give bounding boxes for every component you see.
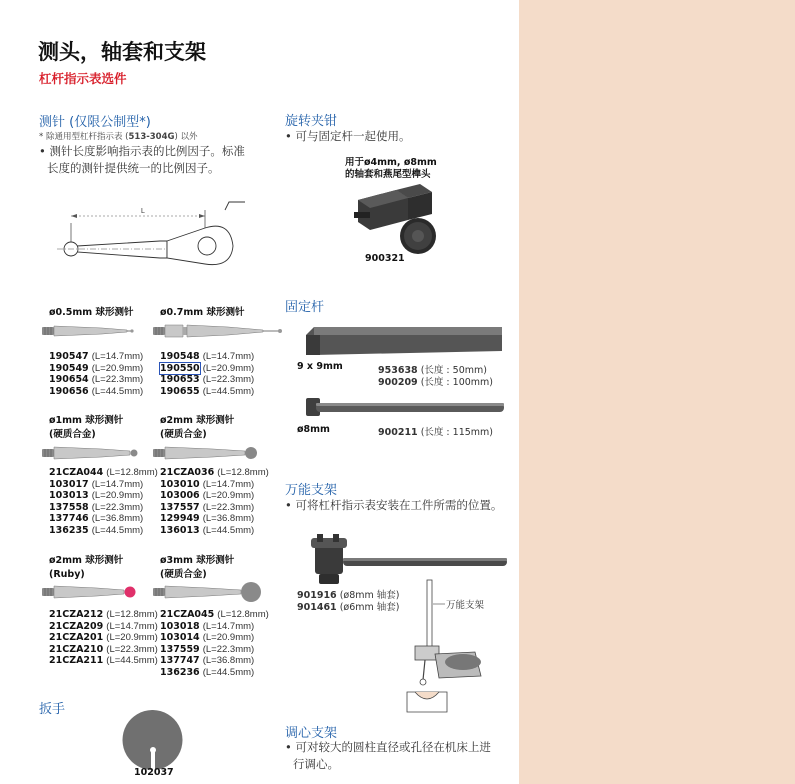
list-item: 137559 (L=22.3mm) [160, 643, 255, 655]
list-item: 190549 (L=20.9mm) [49, 362, 144, 374]
length-label: L [141, 208, 145, 215]
list-item: 103006 (L=20.9mm) [160, 490, 255, 501]
stylus-list [160, 467, 269, 536]
stylus-image-2mm-carbide [153, 444, 263, 462]
list-item: 21CZA210 (L=22.3mm) [49, 643, 158, 655]
swivel-clamp-bullet: • 可与固定杆一起使用。 [285, 129, 411, 143]
centering-holder-heading: 调心支架 [285, 726, 338, 741]
swivel-clamp-caption-line1: 用于ø4mm, ø8mm [345, 157, 437, 168]
styli-heading: 测针 (仅限公制型*) [39, 115, 151, 130]
stylus-group-heading: ø0.5mm 球形测针 [49, 307, 134, 318]
universal-holder-usage-diagram [405, 580, 505, 718]
fixed-rod-item-c: 900211 (长度 : 115mm) [378, 427, 493, 438]
list-item: 103017 (L=14.7mm) [49, 478, 144, 490]
universal-holder-heading: 万能支架 [285, 483, 338, 498]
list-item: 137558 (L=22.3mm) [49, 501, 144, 513]
universal-holder-image [311, 532, 511, 587]
stylus-group-material: (Ruby) [49, 569, 85, 580]
wrench-code: 102037 [134, 767, 174, 778]
stylus-image-3mm [153, 580, 265, 604]
swivel-clamp-caption-line2: 的轴套和燕尾型榫头 [345, 169, 431, 180]
stylus-group-material: (硬质合金) [160, 429, 207, 440]
stylus-group-heading: ø3mm 球形测针 [160, 555, 235, 566]
list-item: 21CZA036 (L=12.8mm) [160, 467, 269, 478]
page-subtitle: 杠杆指示表选件 [39, 71, 127, 86]
list-item: 21CZA045 (L=12.8mm) [160, 609, 269, 620]
stylus-group-heading: ø2mm 球形测针 [160, 415, 235, 426]
list-item: 21CZA212 (L=12.8mm) [49, 609, 158, 620]
list-item: 136236 (L=44.5mm) [160, 666, 255, 678]
list-item: 21CZA201 (L=20.9mm) [49, 632, 158, 643]
universal-holder-bullet: • 可将杠杆指示表安装在工件所需的位置。 [285, 498, 503, 512]
wrench-image [118, 708, 188, 770]
fixed-rod-heading: 固定杆 [285, 300, 325, 315]
stylus-list [49, 609, 158, 667]
highlighted-code: 190550 [160, 362, 200, 374]
universal-holder-item-1: 901916 (ø8mm 轴套) [297, 590, 400, 601]
stylus-list [49, 351, 143, 397]
universal-holder-callout: 万能支架 [446, 600, 485, 611]
stylus-image-1mm [42, 446, 142, 460]
list-item: 103014 (L=20.9mm) [160, 632, 255, 643]
swivel-clamp-image [352, 184, 447, 259]
list-item: 136235 (L=44.5mm) [49, 524, 144, 536]
fixed-rod-size-square: 9 x 9mm [297, 361, 343, 372]
list-item: 190547 (L=14.7mm) [49, 351, 144, 362]
centering-holder-bullet-line2: 行调心。 [293, 757, 339, 771]
universal-holder-item-2: 901461 (ø6mm 轴套) [297, 602, 400, 613]
list-item: 190550 (L=20.9mm) [160, 362, 255, 374]
stylus-group-material: (硬质合金) [49, 429, 96, 440]
stylus-group-material: (硬质合金) [160, 569, 207, 580]
list-item: 129949 (L=36.8mm) [160, 513, 255, 524]
swivel-clamp-heading: 旋转夹钳 [285, 114, 338, 129]
stylus-list [49, 467, 158, 536]
list-item: 190653 (L=22.3mm) [160, 374, 255, 385]
list-item: 190548 (L=14.7mm) [160, 351, 255, 362]
fixed-rod-square-image [306, 325, 506, 361]
stylus-group-heading: ø2mm 球形测针 [49, 555, 124, 566]
stylus-list [160, 351, 254, 397]
list-item: 190656 (L=44.5mm) [49, 385, 144, 397]
stylus-length-diagram [55, 198, 255, 270]
list-item: 21CZA211 (L=44.5mm) [49, 655, 158, 666]
fixed-rod-round-image [306, 396, 506, 418]
list-item: 137747 (L=36.8mm) [160, 655, 255, 666]
fixed-rod-item-a: 953638 (长度 : 50mm) [378, 365, 487, 376]
styli-bullet-line1: • 测针长度影响指示表的比例因子。标准 [39, 144, 245, 158]
list-item: 103013 (L=20.9mm) [49, 490, 144, 501]
list-item: 21CZA044 (L=12.8mm) [49, 467, 158, 478]
swivel-clamp-code: 900321 [365, 253, 405, 264]
list-item: 103010 (L=14.7mm) [160, 478, 255, 490]
decorative-side-panel [519, 0, 795, 784]
stylus-list [160, 609, 269, 678]
styli-note: * 除通用型杠杆指示表 (513-304G) 以外 [39, 132, 198, 142]
stylus-image-05mm [42, 324, 137, 338]
stylus-image-07mm [153, 324, 288, 338]
list-item: 137746 (L=36.8mm) [49, 513, 144, 524]
fixed-rod-size-round: ø8mm [297, 424, 330, 435]
fixed-rod-item-b: 900209 (长度 : 100mm) [378, 377, 493, 388]
list-item: 190655 (L=44.5mm) [160, 385, 255, 397]
list-item: 21CZA209 (L=14.7mm) [49, 620, 158, 632]
stylus-group-heading: ø1mm 球形测针 [49, 415, 124, 426]
styli-bullet-line2: 长度的测针提供统一的比例因子。 [47, 161, 220, 175]
list-item: 103018 (L=14.7mm) [160, 620, 255, 632]
list-item: 136013 (L=44.5mm) [160, 524, 255, 536]
centering-holder-bullet-line1: • 可对较大的圆柱直径或孔径在机床上进 [285, 740, 491, 754]
stylus-group-heading: ø0.7mm 球形测针 [160, 307, 245, 318]
stylus-image-ruby [42, 583, 142, 601]
list-item: 137557 (L=22.3mm) [160, 501, 255, 513]
wrench-heading: 扳手 [39, 702, 66, 717]
page-title: 测头，轴套和支架 [38, 40, 206, 64]
list-item: 190654 (L=22.3mm) [49, 374, 144, 385]
